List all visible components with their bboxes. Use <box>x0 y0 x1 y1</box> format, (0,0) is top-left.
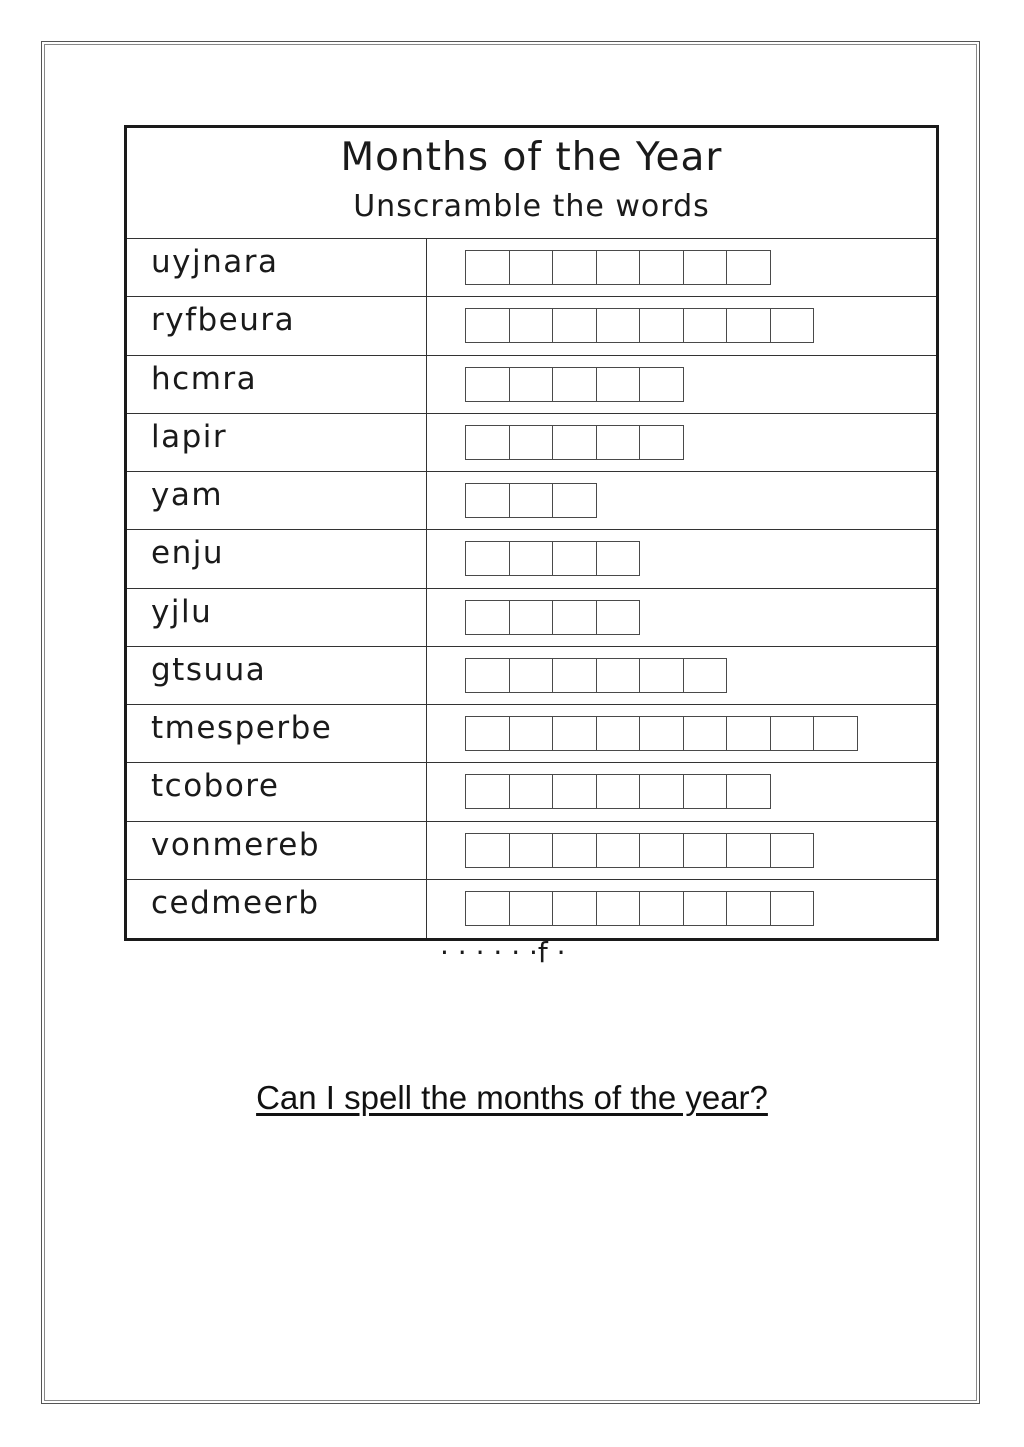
letter-box[interactable] <box>465 833 510 868</box>
letter-box[interactable] <box>596 833 641 868</box>
letter-box[interactable] <box>509 541 554 576</box>
letter-box[interactable] <box>552 891 597 926</box>
letter-box[interactable] <box>770 308 815 343</box>
worksheet-subtitle: Unscramble the words <box>353 189 710 224</box>
letter-box[interactable] <box>683 833 728 868</box>
letter-box[interactable] <box>552 425 597 460</box>
scrambled-word: yjlu <box>151 593 213 630</box>
scrambled-word: cedmeerb <box>151 884 320 921</box>
letter-box[interactable] <box>726 774 771 809</box>
letter-box[interactable] <box>639 425 684 460</box>
letter-box[interactable] <box>465 483 510 518</box>
worksheet-row <box>127 472 936 530</box>
letter-box[interactable] <box>509 367 554 402</box>
letter-box[interactable] <box>770 833 815 868</box>
scrambled-word: yam <box>151 477 224 513</box>
worksheet-row <box>127 880 936 938</box>
letter-box-strip <box>465 891 813 926</box>
answer-cell <box>427 647 936 704</box>
letter-box[interactable] <box>639 658 684 693</box>
letter-box[interactable] <box>465 541 510 576</box>
worksheet-row <box>127 414 936 472</box>
letter-box[interactable] <box>596 425 641 460</box>
letter-box[interactable] <box>465 891 510 926</box>
letter-box[interactable] <box>465 658 510 693</box>
answer-cell <box>427 880 936 938</box>
scrambled-word: tcobore <box>151 768 280 805</box>
letter-box-strip <box>465 658 726 693</box>
letter-box[interactable] <box>552 483 597 518</box>
answer-cell <box>427 356 936 413</box>
answer-cell <box>427 239 936 296</box>
letter-box[interactable] <box>552 367 597 402</box>
letter-box[interactable] <box>465 367 510 402</box>
letter-box-strip <box>465 833 813 868</box>
letter-box[interactable] <box>596 541 641 576</box>
letter-box-strip <box>465 716 857 751</box>
worksheet-row <box>127 530 936 588</box>
letter-box-strip <box>465 541 639 576</box>
letter-box[interactable] <box>596 716 641 751</box>
letter-box[interactable] <box>726 833 771 868</box>
letter-box[interactable] <box>639 774 684 809</box>
letter-box[interactable] <box>552 658 597 693</box>
worksheet-title: Months of the Year <box>340 135 723 180</box>
letter-box[interactable] <box>552 716 597 751</box>
letter-box[interactable] <box>639 308 684 343</box>
letter-box[interactable] <box>509 891 554 926</box>
letter-box[interactable] <box>465 308 510 343</box>
scrambled-word: gtsuua <box>151 651 267 688</box>
scrambled-word: uyjnara <box>151 244 279 280</box>
worksheet-header <box>127 128 936 239</box>
answer-cell <box>427 705 936 762</box>
letter-box[interactable] <box>509 716 554 751</box>
scrambled-word: ryfbeura <box>151 302 296 339</box>
letter-box[interactable] <box>726 716 771 751</box>
letter-box-strip <box>465 425 683 460</box>
letter-box[interactable] <box>509 833 554 868</box>
scrambled-word-cell <box>127 472 427 529</box>
answer-cell <box>427 822 936 879</box>
letter-box-strip <box>465 367 683 402</box>
scrambled-word: lapir <box>151 418 228 455</box>
letter-box[interactable] <box>465 774 510 809</box>
letter-box[interactable] <box>596 658 641 693</box>
worksheet-row <box>127 356 936 414</box>
scrambled-word-cell <box>127 414 427 471</box>
worksheet-row <box>127 589 936 647</box>
letter-box[interactable] <box>639 891 684 926</box>
scrambled-word: hcmra <box>151 360 258 397</box>
answer-cell <box>427 297 936 354</box>
letter-box[interactable] <box>552 250 597 285</box>
letter-box[interactable] <box>596 250 641 285</box>
letter-box[interactable] <box>509 425 554 460</box>
scrambled-word-cell <box>127 239 427 296</box>
letter-box[interactable] <box>465 250 510 285</box>
letter-box[interactable] <box>639 833 684 868</box>
worksheet-row <box>127 705 936 763</box>
letter-box[interactable] <box>596 600 641 635</box>
scrambled-word-cell <box>127 880 427 938</box>
letter-box[interactable] <box>596 308 641 343</box>
answer-cell <box>427 589 936 646</box>
worksheet-row <box>127 297 936 355</box>
letter-box[interactable] <box>683 658 728 693</box>
letter-box[interactable] <box>813 716 858 751</box>
scrambled-word-cell <box>127 647 427 704</box>
letter-box[interactable] <box>465 425 510 460</box>
answer-cell <box>427 414 936 471</box>
letter-box[interactable] <box>552 600 597 635</box>
letter-box[interactable] <box>552 541 597 576</box>
answer-cell <box>427 763 936 820</box>
scrambled-word: tmesperbe <box>151 710 333 746</box>
letter-box-strip <box>465 600 639 635</box>
scrambled-word: vonmereb <box>151 826 321 863</box>
letter-box[interactable] <box>509 658 554 693</box>
scrambled-word-cell <box>127 763 427 820</box>
question-heading: Can I spell the months of the year? <box>256 1079 768 1116</box>
scrambled-word-cell <box>127 356 427 413</box>
letter-box[interactable] <box>639 716 684 751</box>
letter-box-strip <box>465 308 813 343</box>
letter-box[interactable] <box>552 774 597 809</box>
scrambled-word-cell <box>127 297 427 354</box>
worksheet-table <box>124 125 939 941</box>
clipped-text-fragment: · · · · · ·f · <box>440 936 566 969</box>
letter-box-strip <box>465 774 770 809</box>
answer-cell <box>427 530 936 587</box>
letter-box[interactable] <box>509 483 554 518</box>
letter-box[interactable] <box>596 367 641 402</box>
letter-box[interactable] <box>552 833 597 868</box>
letter-box[interactable] <box>639 250 684 285</box>
letter-box[interactable] <box>770 716 815 751</box>
letter-box[interactable] <box>683 308 728 343</box>
worksheet-row <box>127 763 936 821</box>
letter-box[interactable] <box>509 600 554 635</box>
letter-box[interactable] <box>509 250 554 285</box>
letter-box[interactable] <box>465 600 510 635</box>
scrambled-word-cell <box>127 822 427 879</box>
answer-cell <box>427 472 936 529</box>
worksheet-rows <box>127 239 936 938</box>
letter-box[interactable] <box>639 367 684 402</box>
letter-box[interactable] <box>726 891 771 926</box>
worksheet-row <box>127 647 936 705</box>
letter-box[interactable] <box>465 716 510 751</box>
letter-box[interactable] <box>683 250 728 285</box>
letter-box[interactable] <box>726 308 771 343</box>
letter-box[interactable] <box>726 250 771 285</box>
letter-box[interactable] <box>683 891 728 926</box>
scrambled-word-cell <box>127 530 427 587</box>
letter-box-strip <box>465 483 596 518</box>
letter-box[interactable] <box>552 308 597 343</box>
scrambled-word-cell <box>127 589 427 646</box>
letter-box[interactable] <box>683 774 728 809</box>
letter-box[interactable] <box>509 308 554 343</box>
letter-box[interactable] <box>596 774 641 809</box>
letter-box-strip <box>465 250 770 285</box>
worksheet-row <box>127 239 936 297</box>
letter-box[interactable] <box>770 891 815 926</box>
worksheet-row <box>127 822 936 880</box>
scrambled-word-cell <box>127 705 427 762</box>
scrambled-word: enju <box>151 535 224 572</box>
letter-box[interactable] <box>683 716 728 751</box>
letter-box[interactable] <box>596 891 641 926</box>
letter-box[interactable] <box>509 774 554 809</box>
